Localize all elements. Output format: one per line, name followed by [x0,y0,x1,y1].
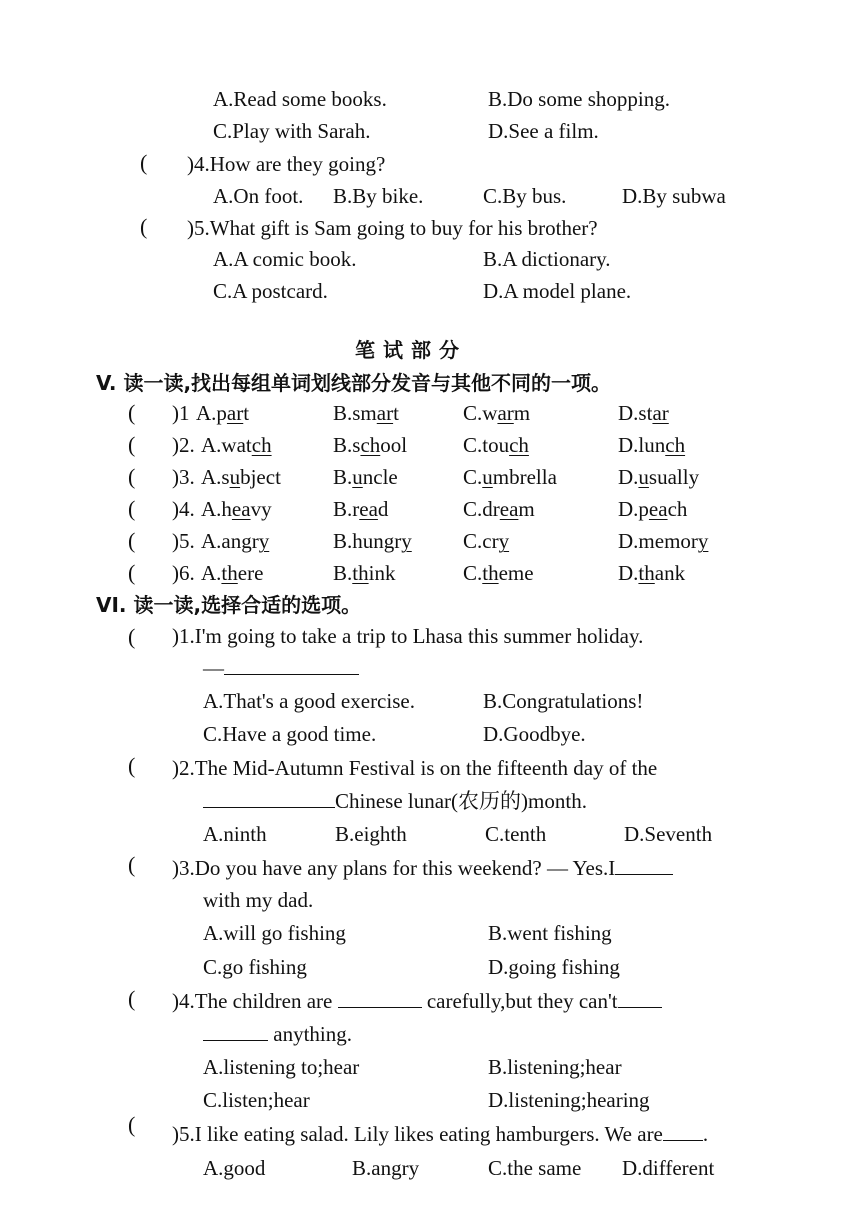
q3-stem [172,855,673,881]
word-option-b: B.smart [333,401,399,425]
q5-stem [172,1121,708,1147]
word-option-c: C.dream [463,497,535,521]
listening-q4-option-c: C.By bus. [483,184,567,208]
q2-option-a: A.ninth [203,822,267,846]
q4-stem [172,988,662,1014]
answer-paren: ( [128,464,136,489]
q3-option-b: B.went fishing [488,921,612,945]
answer-paren: ( [128,753,136,778]
q5-option-a: A.good [203,1156,266,1180]
question-text: The Mid-Autumn Festival is on the fifteenth day of the [194,756,658,780]
answer-paren: ( [128,528,136,553]
row-number: )6. [172,561,195,585]
q1-option-b: B.Congratulations! [483,689,644,713]
question-end: . [702,1122,709,1146]
row-number: )4. [172,497,195,521]
word-option-d: D.thank [618,561,686,585]
q2-option-c: C.tenth [485,822,547,846]
q4-option-c: C.listen;hear [203,1088,310,1112]
answer-blank [203,1022,268,1041]
question-text: I'm going to take a trip to Lhasa this summer holiday. [194,624,644,648]
q4-option-d: D.listening;hearing [488,1088,650,1112]
word-option-d: D.memory [618,529,709,553]
q3-option-c: C.go fishing [203,955,307,979]
answer-paren: ( [140,150,148,175]
word-option-b: B.uncle [333,465,398,489]
question-number: )5. [172,1122,195,1146]
q1-response-line [203,655,359,681]
question-number: )3. [172,856,195,880]
row-number: )1 [172,401,190,425]
answer-paren: ( [128,560,136,585]
word-option-d: D.star [618,401,669,425]
answer-paren: ( [128,496,136,521]
question-number: )4. [187,152,210,176]
question-text: What gift is Sam going to buy for his brother? [209,216,598,240]
word-option-b: B.read [333,497,389,521]
row-number: )3. [172,465,195,489]
word-option-c: C.umbrella [463,465,557,489]
answer-blank [615,856,673,875]
q4-stem-line-2 [203,1021,352,1047]
written-part-title: 笔试部分 [355,338,467,362]
question-text: How are they going? [209,152,386,176]
q2-stem-line-2 [203,788,587,814]
q2-stem [172,755,657,781]
question-number: )1. [172,624,195,648]
word-option-b: B.hungry [333,529,412,553]
question-text: I like eating salad. Lily likes eating hamburgers. We are [194,1122,663,1146]
answer-blank [224,656,359,675]
listening-q4-option-b: B.By bike. [333,184,424,208]
word-option-a: A.heavy [201,497,272,521]
q3-option-a: A.will go fishing [203,921,346,945]
q4-option-a: A.listening to;hear [203,1055,360,1079]
q1-option-d: D.Goodbye. [483,722,586,746]
q5-option-c: C.the same [488,1156,582,1180]
q1-stem [172,623,643,649]
answer-blank [338,989,422,1008]
word-option-a: A.subject [201,465,281,489]
listening-q3-option-d: D.See a film. [488,119,599,143]
listening-q4-question [187,151,385,177]
question-number: )2. [172,756,195,780]
question-text: anything. [273,1022,352,1046]
answer-blank [618,989,662,1008]
word-option-d: D.peach [618,497,688,521]
q5-option-b: B.angry [352,1156,420,1180]
listening-q5-question [187,215,598,241]
word-option-c: C.theme [463,561,534,585]
section-5-heading: V. 读一读,找出每组单词划线部分发音与其他不同的一项。 [96,371,612,395]
answer-paren: ( [140,214,148,239]
question-number: )5. [187,216,210,240]
listening-q5-option-b: B.A dictionary. [483,247,611,271]
answer-paren: ( [128,400,136,425]
listening-q3-option-c: C.Play with Sarah. [213,119,371,143]
word-option-b: B.school [333,433,408,457]
row-number: )2. [172,433,195,457]
q3-option-d: D.going fishing [488,955,620,979]
section-6-heading: VI. 读一读,选择合适的选项。 [96,593,362,617]
answer-paren: ( [128,1112,136,1137]
question-text: The children are [194,989,333,1013]
word-option-d: D.lunch [618,433,686,457]
listening-q5-option-a: A.A comic book. [213,247,357,271]
listening-q5-option-d: D.A model plane. [483,279,632,303]
q2-option-b: B.eighth [335,822,407,846]
word-option-a: A.watch [201,433,272,457]
question-text: Chinese lunar(农历的)month. [335,789,587,813]
answer-paren: ( [128,624,136,649]
word-option-a: A.part [196,401,250,425]
answer-blank [663,1122,703,1141]
word-option-d: D.usually [618,465,700,489]
question-number: )4. [172,989,195,1013]
word-option-b: B.think [333,561,396,585]
word-option-a: A.angry [201,529,270,553]
answer-paren: ( [128,986,136,1011]
dash: — [203,656,224,680]
word-option-c: C.touch [463,433,529,457]
listening-q3-option-b: B.Do some shopping. [488,87,671,111]
question-text: Do you have any plans for this weekend? — Yes.I [194,856,616,880]
word-option-a: A.there [201,561,264,585]
q1-option-c: C.Have a good time. [203,722,377,746]
answer-paren: ( [128,852,136,877]
q1-option-a: A.That's a good exercise. [203,689,415,713]
listening-q4-option-a: A.On foot. [213,184,304,208]
word-option-c: C.cry [463,529,510,553]
listening-q4-option-d: D.By subwa [622,184,726,208]
listening-q5-option-c: C.A postcard. [213,279,328,303]
question-text: carefully,but they can't [426,989,618,1013]
row-number: )5. [172,529,195,553]
q3-stem-line-2: with my dad. [203,888,314,912]
q4-option-b: B.listening;hear [488,1055,622,1079]
word-option-c: C.warm [463,401,531,425]
q5-option-d: D.different [622,1156,715,1180]
answer-blank [203,789,335,808]
answer-paren: ( [128,432,136,457]
listening-q3-option-a: A.Read some books. [213,87,387,111]
q2-option-d: D.Seventh [624,822,713,846]
